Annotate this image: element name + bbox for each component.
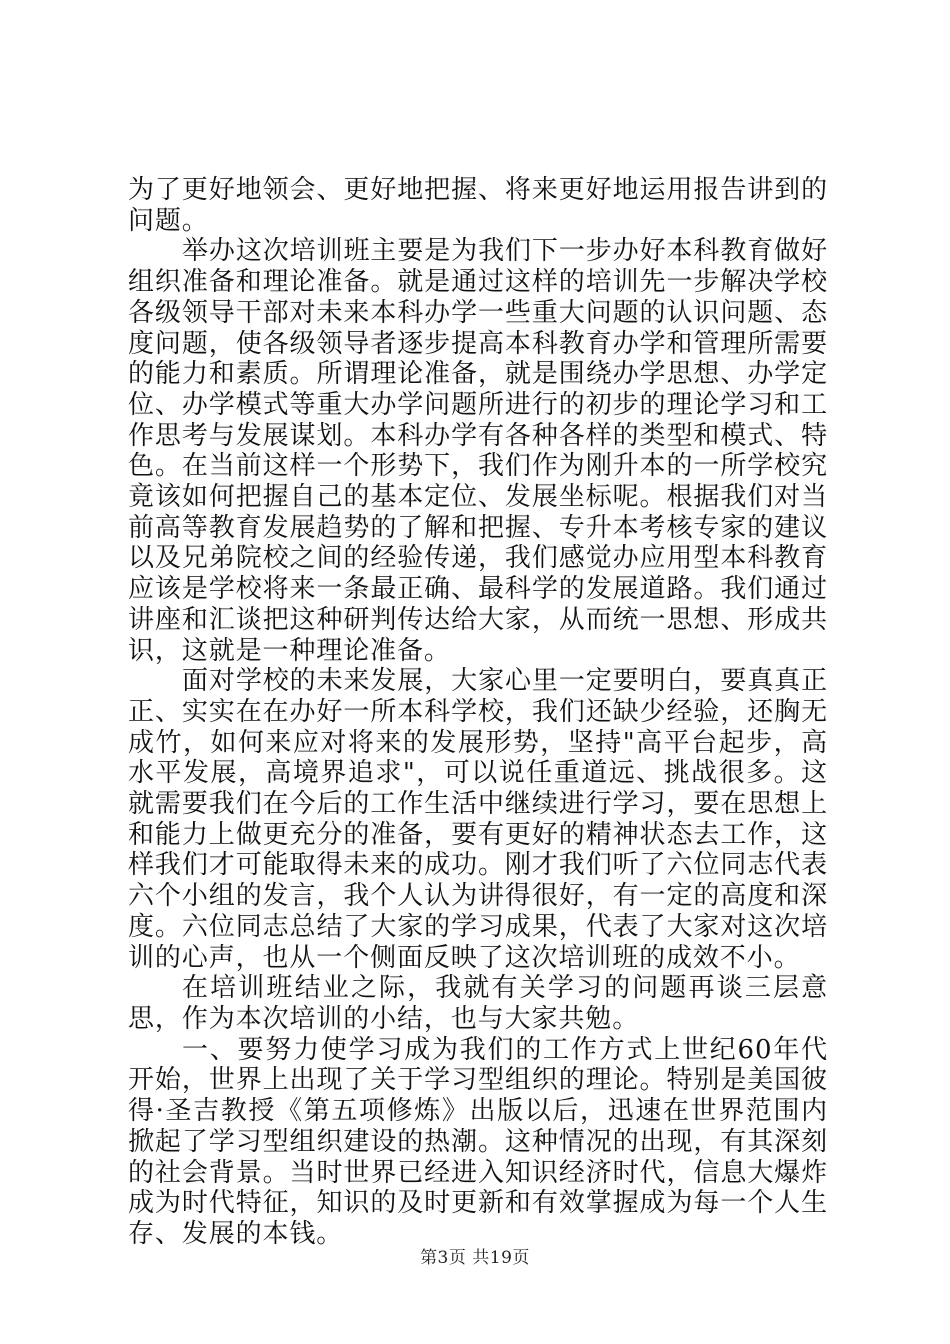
paragraph-learning-as-work: 一、要努力使学习成为我们的工作方式上世纪60年代开始，世界上出现了关于学习型组织的理论。特别是美国彼得·圣吉教授《第五项修炼》出版以后，迅速在世界范围内掀起了学习型组织建设的热潮。这种情况的出现，有其深刻的社会背景。当时世界已经进入知识经济时代，信息大爆炸成为时代特征，知识的及时更新和有效掌握成为每一个人生存、发展的本钱。 (128, 1034, 828, 1249)
page-footer: 第3页 共19页 (420, 1248, 530, 1268)
paragraph-future-development: 面对学校的未来发展，大家心里一定要明白，要真真正正、实实在在办好一所本科学校，我们还缺少经验，还胸无成竹，如何来应对将来的发展形势，坚持"高平台起步，高水平发展，高境界追求"，可以说任重道远、挑战很多。这就需要我们在今后的工作生活中继续进行学习，要在思想上和能力上做更充分的准备，要有更好的精神状态去工作，这样我们才可能取得未来的成功。刚才我们听了六位同志代表六个小组的发言，我个人认为讲得很好，有一定的高度和深度。六位同志总结了大家的学习成果，代表了大家对这次培训的心声，也从一个侧面反映了这次培训班的成效不小。 (128, 666, 828, 973)
paragraph-training-purpose: 举办这次培训班主要是为我们下一步办好本科教育做好组织准备和理论准备。就是通过这样的培训先一步解决学校各级领导干部对未来本科办学一些重大问题的认识问题、态度问题，使各级领导者逐步提高本科教育办学和管理所需要的能力和素质。所谓理论准备，就是围绕办学思想、办学定位、办学模式等重大办学问题所进行的初步的理论学习和工作思考与发展谋划。本科办学有各种各样的类型和模式、特色。在当前这样一个形势下，我们作为刚升本的一所学校究竟该如何把握自己的基本定位、发展坐标呢。根据我们对当前高等教育发展趋势的了解和把握、专升本考核专家的建议以及兄弟院校之间的经验传递，我们感觉办应用型本科教育应该是学校将来一条最正确、最科学的发展道路。我们通过讲座和汇谈把这种研判传达给大家，从而统一思想、形成共识，这就是一种理论准备。 (128, 236, 828, 666)
body-text (128, 175, 828, 1250)
paragraph-three-points: 在培训班结业之际，我就有关学习的问题再谈三层意思，作为本次培训的小结，也与大家共勉。 (128, 973, 828, 1034)
paragraph-continuation: 为了更好地领会、更好地把握、将来更好地运用报告讲到的问题。 (128, 175, 828, 236)
